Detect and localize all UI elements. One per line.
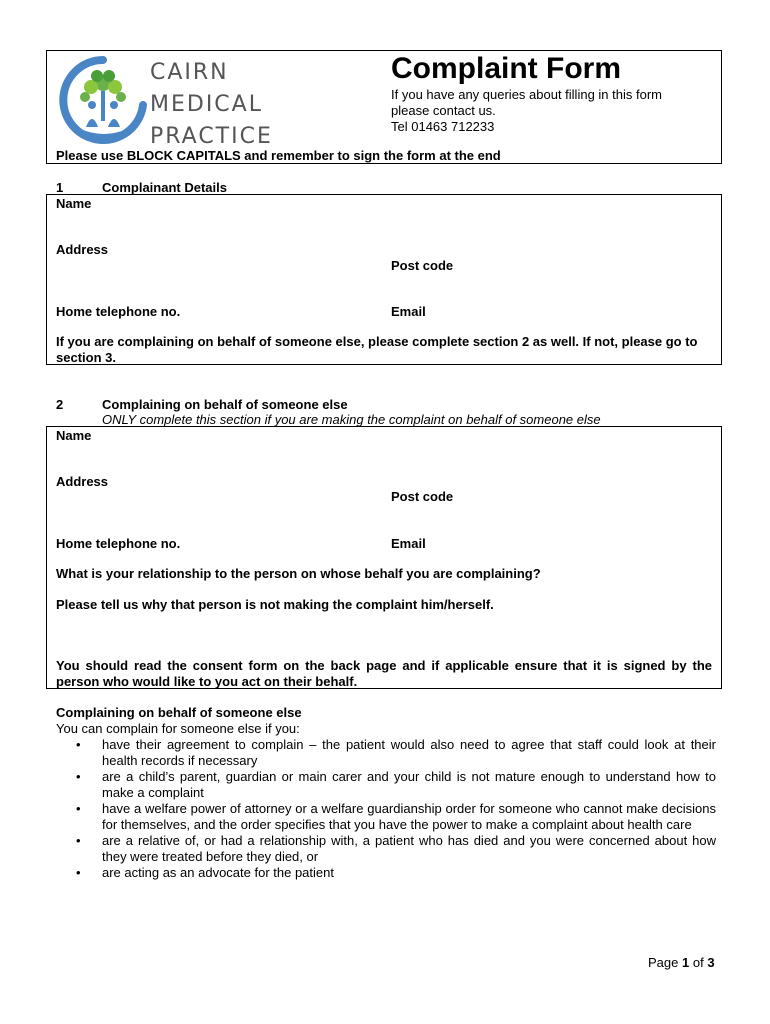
s1-email-label: Email <box>391 304 426 319</box>
s1-postcode-field[interactable] <box>465 258 710 276</box>
list-item <box>56 769 716 801</box>
s2-postcode-label: Post code <box>391 489 454 504</box>
s2-name-field[interactable] <box>100 428 710 464</box>
s2-reason-field[interactable] <box>56 614 710 654</box>
info-heading: Complaining on behalf of someone else <box>56 705 302 720</box>
s1-postcode-label: Post code <box>391 258 454 273</box>
s2-reason-question: Please tell us why that person is not making the complaint him/herself. <box>56 597 494 612</box>
s2-postcode-field[interactable] <box>465 489 710 507</box>
page-of: of <box>692 955 704 970</box>
logo-wordmark <box>150 57 273 153</box>
bullet-text: are acting as an advocate for the patient <box>102 865 334 880</box>
info-bullet-list <box>56 737 716 881</box>
page-prefix: Page <box>648 955 679 970</box>
practice-logo <box>58 55 148 145</box>
s1-address-field[interactable] <box>120 242 380 294</box>
bullet-icon: • <box>76 833 81 848</box>
s1-note: If you are complaining on behalf of someone else, please complete section 2 as well. If not, please go to section 3. <box>56 334 698 365</box>
section2-subtitle: ONLY complete this section if you are making the complaint on behalf of someone else <box>102 412 601 427</box>
s2-email-field[interactable] <box>435 536 710 554</box>
s1-phone-label: Home telephone no. <box>56 304 181 319</box>
bullet-icon: • <box>76 865 81 880</box>
s2-consent-note: You should read the consent form on the back page and if applicable ensure that it is signed by the person who would like to you act on their behalf. <box>56 658 712 689</box>
page-title: Complaint Form <box>391 52 621 85</box>
s2-phone-field[interactable] <box>200 536 380 554</box>
page-total: 3 <box>707 955 715 970</box>
section1-title: Complainant Details <box>102 180 227 195</box>
bullet-icon: • <box>76 737 81 752</box>
bullet-text: have their agreement to complain – the patient would also need to agree that staff could look at their health records if necessary <box>102 737 716 768</box>
list-item <box>56 865 716 881</box>
s1-email-field[interactable] <box>435 304 710 322</box>
bullet-icon: • <box>76 801 81 816</box>
s2-relationship-field[interactable] <box>56 582 710 594</box>
section1-number: 1 <box>56 180 64 195</box>
s1-name-field[interactable] <box>100 196 710 232</box>
s1-phone-field[interactable] <box>200 304 380 322</box>
s2-email-label: Email <box>391 536 426 551</box>
s2-address-field[interactable] <box>120 474 380 526</box>
list-item <box>56 833 716 865</box>
bullet-icon: • <box>76 769 81 784</box>
s2-address-label: Address <box>56 474 109 489</box>
contact-line-2: please contact us. <box>391 103 496 118</box>
info-intro: You can complain for someone else if you: <box>56 721 300 736</box>
s2-relationship-question: What is your relationship to the person on whose behalf you are complaining? <box>56 566 541 581</box>
page-current: 1 <box>682 955 690 970</box>
block-capitals-instruction: Please use BLOCK CAPITALS and remember to sign the form at the end <box>56 148 501 163</box>
list-item <box>56 737 716 769</box>
section2-number: 2 <box>56 397 64 412</box>
logo-line-3: PRACTICE <box>150 124 273 149</box>
bullet-text: have a welfare power of attorney or a welfare guardianship order for someone who cannot make decisions for themselves, and the order specifies that you have the power to make a complaint about health care <box>102 801 716 832</box>
list-item <box>56 801 716 833</box>
s1-address-label: Address <box>56 242 109 257</box>
bullet-text: are a relative of, or had a relationship with, a patient who has died and you were concerned about how they were treated before they died, or <box>102 833 716 864</box>
bullet-text: are a child’s parent, guardian or main carer and your child is not mature enough to understand how to make a complaint <box>102 769 716 800</box>
logo-line-1: CAIRN <box>150 60 229 85</box>
section2-title: Complaining on behalf of someone else <box>102 397 348 412</box>
logo-line-2: MEDICAL <box>150 92 263 117</box>
s2-name-label: Name <box>56 428 92 443</box>
page-number <box>648 955 715 971</box>
s2-phone-label: Home telephone no. <box>56 536 181 551</box>
tree-logo-icon <box>58 55 148 145</box>
contact-line-1: If you have any queries about filling in this form <box>391 87 662 102</box>
contact-tel: Tel 01463 712233 <box>391 119 495 134</box>
s1-name-label: Name <box>56 196 92 211</box>
